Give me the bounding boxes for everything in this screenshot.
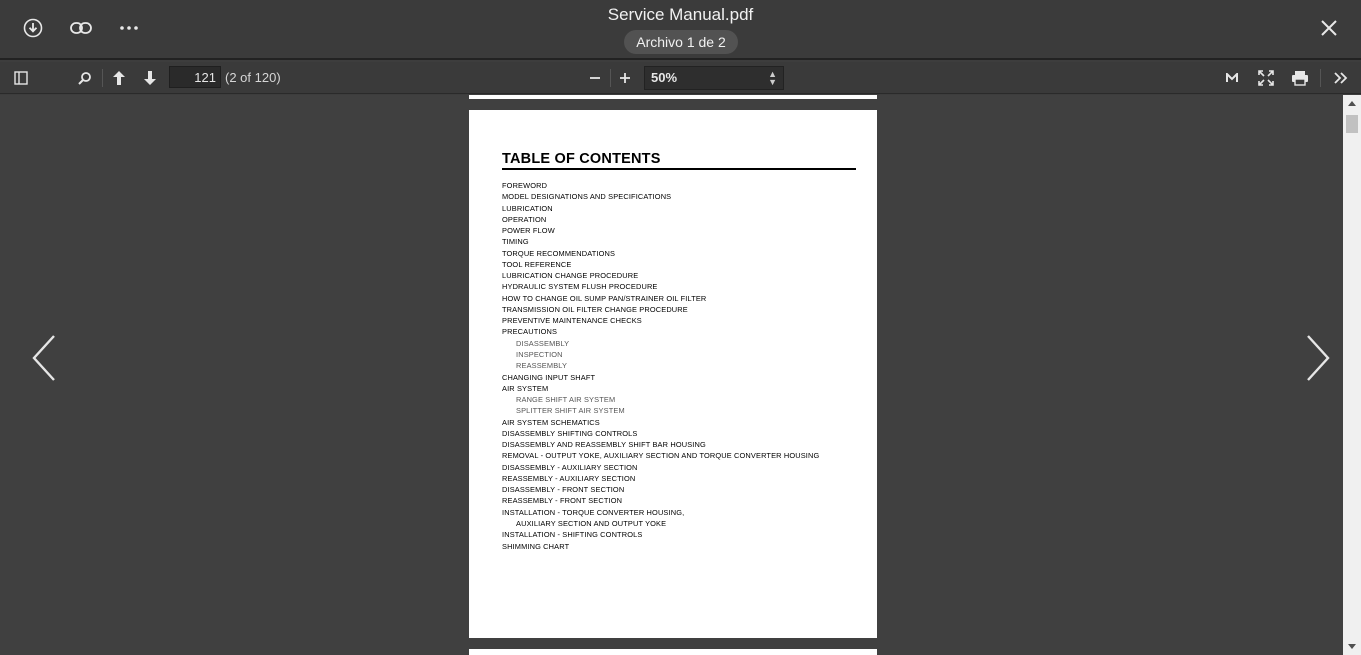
zoom-out-button[interactable]: [584, 66, 606, 90]
chevron-right-icon: [1298, 330, 1338, 386]
document-title: Service Manual.pdf: [607, 5, 754, 24]
chevron-left-icon: [24, 330, 64, 386]
toc-item: TOOL REFERENCE: [502, 259, 572, 269]
toc-item: HYDRAULIC SYSTEM FLUSH PROCEDURE: [502, 282, 658, 292]
file-indicator: Archivo 1 de 2: [624, 30, 738, 54]
fullscreen-button[interactable]: [1255, 66, 1277, 90]
toc-heading: TABLE OF CONTENTS: [502, 151, 661, 167]
presentation-mode-button[interactable]: [1222, 66, 1242, 90]
toc-item: AIR SYSTEM: [502, 383, 549, 393]
toolbar-separator: [1320, 69, 1321, 87]
toc-item: HOW TO CHANGE OIL SUMP PAN/STRAINER OIL FILTER: [502, 293, 707, 303]
plus-icon: [619, 72, 631, 84]
toc-subitem: REASSEMBLY: [516, 361, 568, 371]
toolbar-separator: [102, 69, 103, 87]
sidebar-icon: [14, 71, 28, 85]
next-file-button[interactable]: [1298, 330, 1338, 386]
page-count: (2 of 120): [225, 70, 281, 85]
search-icon: [78, 71, 92, 85]
scroll-down-icon: [1348, 644, 1356, 650]
toc-item: INSTALLATION - SHIFTING CONTROLS: [502, 530, 643, 540]
pdf-toolbar: [0, 62, 1361, 94]
toc-item: REASSEMBLY - FRONT SECTION: [502, 496, 623, 506]
toc-item: INSTALLATION - TORQUE CONVERTER HOUSING,: [502, 507, 685, 517]
toc-item: DISASSEMBLY - AUXILIARY SECTION: [502, 462, 638, 472]
toc-item: LUBRICATION: [502, 203, 553, 213]
toc-subitem: SPLITTER SHIFT AIR SYSTEM: [516, 406, 625, 416]
sidebar-toggle-button[interactable]: [10, 66, 32, 90]
more-icon: [120, 26, 138, 30]
page-number-input[interactable]: [169, 66, 221, 88]
toc-subitem: INSPECTION: [516, 349, 563, 359]
toc-item: POWER FLOW: [502, 226, 555, 236]
toc-item: CHANGING INPUT SHAFT: [502, 372, 596, 382]
close-button[interactable]: [1315, 14, 1343, 42]
document-viewer[interactable]: [0, 95, 1343, 655]
toolbar-separator: [610, 69, 611, 87]
scroll-up-icon: [1348, 100, 1356, 106]
toc-divider: [502, 168, 856, 170]
toc-item: TRANSMISSION OIL FILTER CHANGE PROCEDURE: [502, 304, 688, 314]
toc-subitem: RANGE SHIFT AIR SYSTEM: [516, 395, 616, 405]
scroll-thumb[interactable]: [1346, 115, 1358, 133]
toc-item: OPERATION: [502, 214, 547, 224]
scroll-up-button[interactable]: [1343, 95, 1361, 111]
arrow-up-icon: [112, 70, 126, 86]
zoom-in-button[interactable]: [614, 66, 636, 90]
next-page-edge: [469, 649, 877, 655]
m-mode-icon: [1226, 73, 1238, 83]
zoom-select[interactable]: [644, 66, 784, 90]
toc-item: DISASSEMBLY - FRONT SECTION: [502, 485, 625, 495]
toc-item: AUXILIARY SECTION AND OUTPUT YOKE: [516, 518, 667, 528]
toc-item: PREVENTIVE MAINTENANCE CHECKS: [502, 316, 642, 326]
select-arrows-icon: ▲ ▼: [768, 69, 777, 87]
previous-page-button[interactable]: [108, 66, 130, 90]
scroll-down-button[interactable]: [1343, 639, 1361, 655]
vertical-scrollbar[interactable]: [1343, 95, 1361, 655]
expand-icon: [1258, 70, 1274, 86]
close-icon: [1321, 20, 1337, 36]
toc-item: LUBRICATION CHANGE PROCEDURE: [502, 271, 639, 281]
toc-item: MODEL DESIGNATIONS AND SPECIFICATIONS: [502, 192, 672, 202]
tools-menu-button[interactable]: [1330, 66, 1352, 90]
toc-list: [502, 180, 862, 552]
pdf-page: [469, 110, 877, 638]
toc-item: DISASSEMBLY AND REASSEMBLY SHIFT BAR HOUSING: [502, 440, 706, 450]
toc-item: AIR SYSTEM SCHEMATICS: [502, 417, 600, 427]
minus-icon: [589, 72, 601, 84]
toc-item: SHIMMING CHART: [502, 541, 570, 551]
next-page-button[interactable]: [139, 66, 161, 90]
print-button[interactable]: [1289, 66, 1311, 90]
toc-item: REMOVAL - OUTPUT YOKE, AUXILIARY SECTION AND TORQUE CONVERTER HOUSING: [502, 451, 820, 461]
previous-page-edge: [469, 95, 877, 99]
toc-item: TORQUE RECOMMENDATIONS: [502, 248, 616, 258]
viewer-header: [0, 0, 1361, 60]
double-chevron-right-icon: [1334, 72, 1348, 84]
toc-item: FOREWORD: [502, 181, 548, 190]
zoom-value: 50%: [651, 70, 678, 85]
toc-item: PRECAUTIONS: [502, 327, 558, 337]
toc-item: REASSEMBLY - AUXILIARY SECTION: [502, 473, 636, 483]
printer-icon: [1291, 70, 1309, 86]
toc-subitem: DISASSEMBLY: [516, 338, 570, 348]
previous-file-button[interactable]: [24, 330, 64, 386]
arrow-down-icon: [143, 70, 157, 86]
find-button[interactable]: [74, 66, 96, 90]
toc-item: TIMING: [502, 237, 529, 247]
toc-item: DISASSEMBLY SHIFTING CONTROLS: [502, 428, 638, 438]
